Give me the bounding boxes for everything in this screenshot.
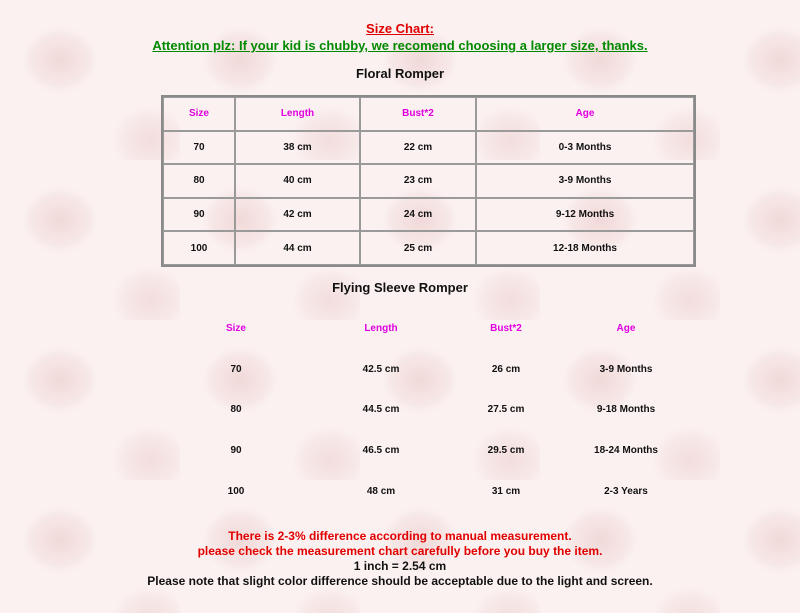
table-header-row <box>163 97 694 131</box>
measurement-notes <box>0 529 800 589</box>
cell-age: 18-24 Months <box>594 445 658 457</box>
cell-bust: 27.5 cm <box>487 404 525 416</box>
column-header-age: Age <box>476 97 694 131</box>
cell-size: 80 <box>230 404 242 416</box>
cell-bust: 23 cm <box>360 164 476 198</box>
cell-length: 44 cm <box>235 231 360 265</box>
cell-size: 80 <box>163 164 235 198</box>
flying-sleeve-romper-table <box>166 308 696 512</box>
cell-length: 42 cm <box>235 198 360 232</box>
column-header-bust: Bust*2 <box>360 97 476 131</box>
column-header-length: Length <box>364 322 398 334</box>
cell-bust: 26 cm <box>491 363 521 375</box>
note-color-difference: Please note that slight color difference should be acceptable due to the light and screen. <box>147 574 653 588</box>
cell-length: 44.5 cm <box>362 404 400 416</box>
cell-bust: 22 cm <box>360 131 476 165</box>
cell-length: 46.5 cm <box>362 445 400 457</box>
cell-bust: 24 cm <box>360 198 476 232</box>
attention-note: Attention plz: If your kid is chubby, we recomend choosing a larger size, thanks. <box>152 38 648 53</box>
column-header-bust: Bust*2 <box>490 322 522 334</box>
note-inch-conversion: 1 inch = 2.54 cm <box>353 559 447 573</box>
note-check-chart: please check the measurement chart carefully before you buy the item. <box>197 544 603 558</box>
cell-length: 38 cm <box>235 131 360 165</box>
cell-age: 3-9 Months <box>476 164 694 198</box>
cell-age: 9-12 Months <box>476 198 694 232</box>
cell-age: 12-18 Months <box>476 231 694 265</box>
note-difference: There is 2-3% difference according to manual measurement. <box>228 529 572 543</box>
column-header-size: Size <box>225 322 246 334</box>
column-header-size: Size <box>163 97 235 131</box>
cell-age: 9-18 Months <box>596 404 656 416</box>
cell-length: 40 cm <box>235 164 360 198</box>
page-title: Size Chart: <box>366 21 434 36</box>
cell-size: 70 <box>163 131 235 165</box>
floral-romper-title: Floral Romper <box>355 66 445 81</box>
table-row <box>163 131 694 165</box>
cell-length: 48 cm <box>366 486 396 498</box>
cell-age: 2-3 Years <box>604 486 648 498</box>
table-row <box>163 198 694 232</box>
cell-age: 3-9 Months <box>599 363 653 375</box>
table-row <box>166 390 696 431</box>
table-row <box>166 471 696 512</box>
cell-bust: 29.5 cm <box>487 445 525 457</box>
cell-size: 100 <box>163 231 235 265</box>
table-row <box>166 349 696 390</box>
cell-size: 90 <box>163 198 235 232</box>
cell-length: 42.5 cm <box>362 363 400 375</box>
cell-bust: 31 cm <box>491 486 521 498</box>
table-row <box>163 164 694 198</box>
cell-size: 90 <box>230 445 242 457</box>
table-header-row <box>166 308 696 349</box>
cell-age: 0-3 Months <box>476 131 694 165</box>
table-row <box>163 231 694 265</box>
flying-sleeve-romper-title: Flying Sleeve Romper <box>332 280 468 295</box>
table-row <box>166 430 696 471</box>
column-header-age: Age <box>616 322 636 334</box>
column-header-length: Length <box>235 97 360 131</box>
cell-size: 100 <box>227 486 245 498</box>
floral-romper-table <box>161 95 696 267</box>
cell-bust: 25 cm <box>360 231 476 265</box>
cell-size: 70 <box>230 363 242 375</box>
